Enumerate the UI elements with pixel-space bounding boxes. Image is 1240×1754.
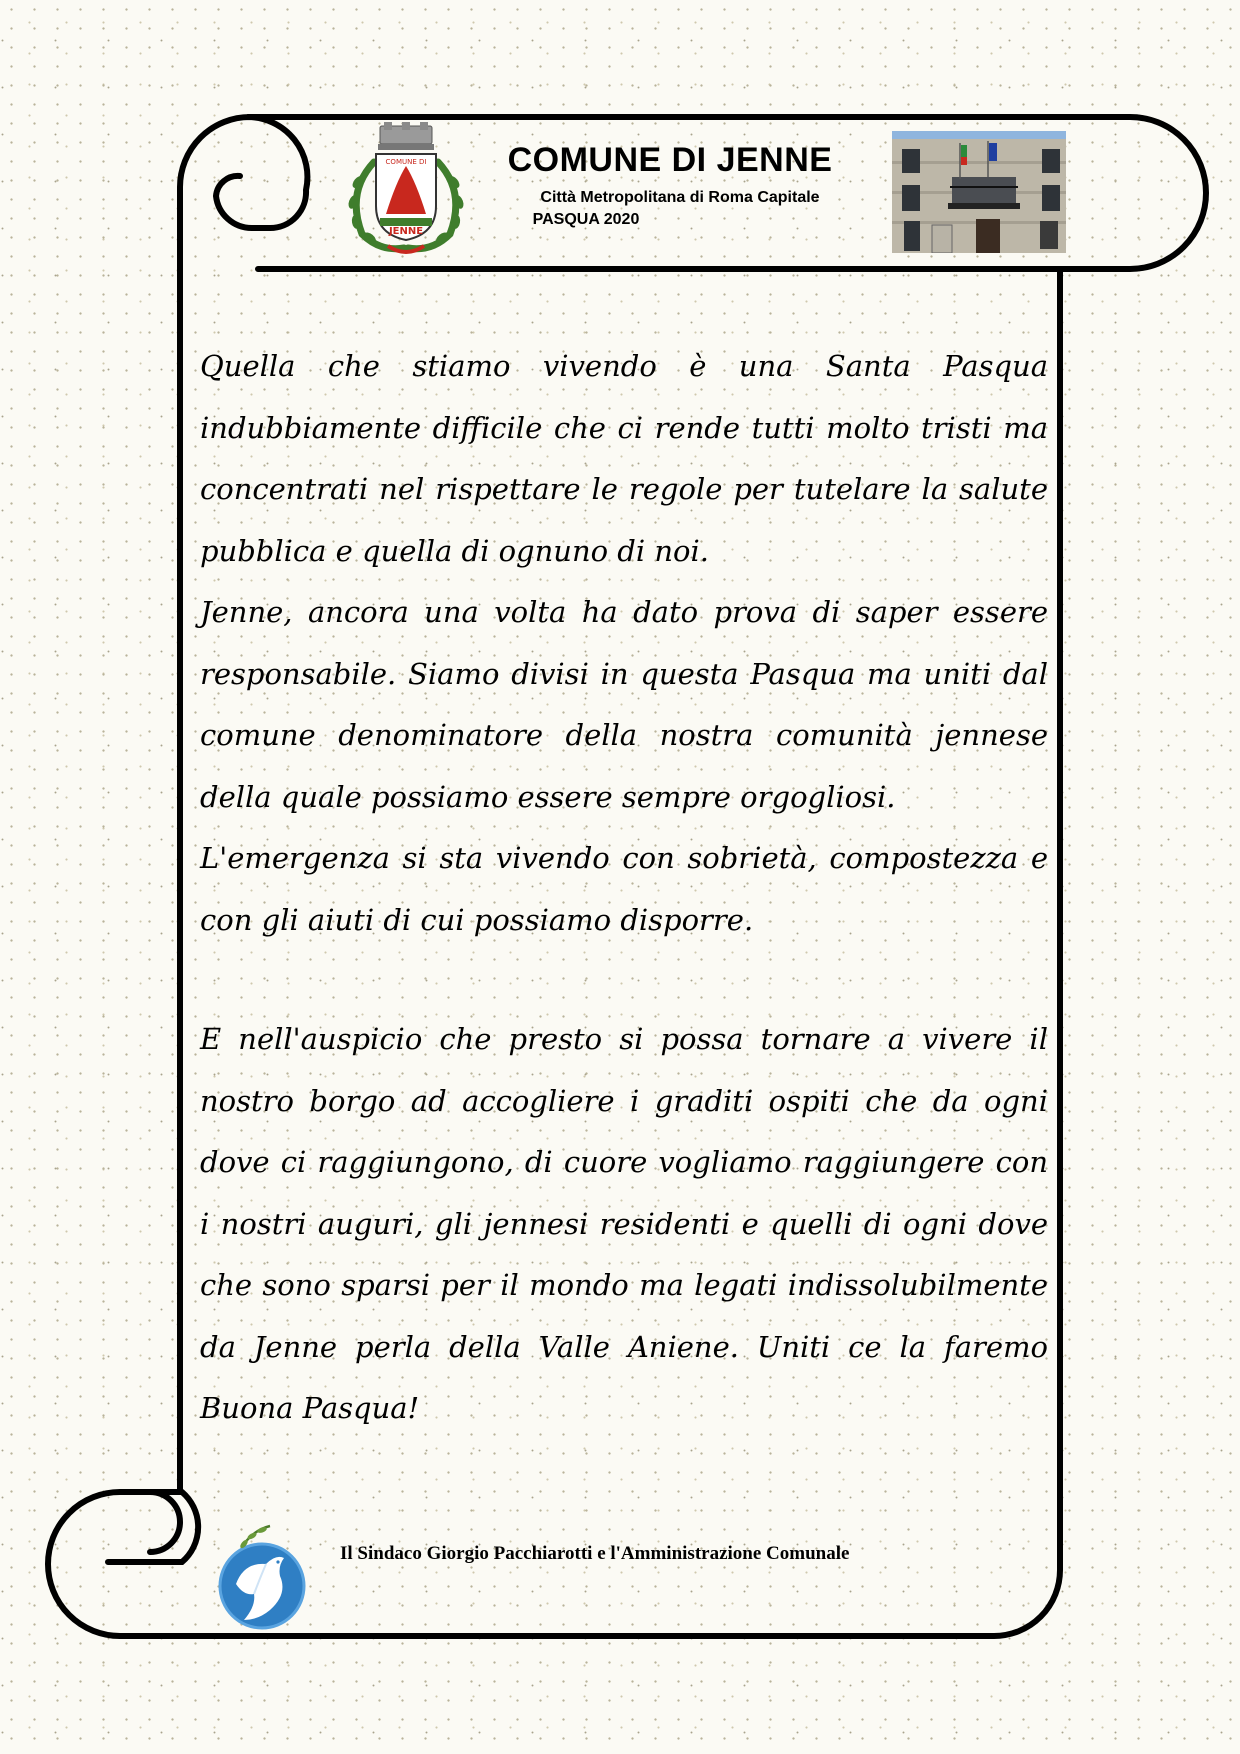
town-hall-photo <box>892 131 1066 253</box>
message-paragraph: E nell'auspicio che presto si possa tornare a vivere il nostro borgo ad accogliere i graditi ospiti che da ogni dove ci raggiungono, di cuore vogliamo raggiungere con i nostri auguri, gli jennesi residenti e quelli di ogni dove che sono sparsi per il mondo ma legati indissolubilmente da Jenne perla della Valle Aniene. Uniti ce la faremo Buona Pasqua! <box>200 1022 1048 1425</box>
dove-olive-branch-logo <box>214 1524 310 1636</box>
page-title: COMUNE DI JENNE <box>507 141 833 179</box>
scroll-bottom-curl <box>48 1492 198 1636</box>
signature: Il Sindaco Giorgio Pacchiarotti e l'Amministrazione Comunale <box>340 1543 850 1564</box>
message-paragraph: L'emergenza si sta vivendo con sobrietà, compostezza e con gli aiuti di cui possiamo disporre. <box>200 841 1048 937</box>
message-paragraph: Quella che stiamo vivendo è una Santa Pasqua indubbiamente difficile che ci rende tutti molto tristi ma concentrati nel rispettare le regole per tutelare la salute pubblica e quella di ognuno di noi. <box>200 349 1048 568</box>
message-paragraph: Jenne, ancora una volta ha dato prova di saper essere responsabile. Siamo divisi in questa Pasqua ma uniti dal comune denominatore della nostra comunità jennese della quale possiamo essere sempre orgogliosi. <box>200 595 1048 814</box>
header-subtitle-occasion: PASQUA 2020 <box>532 211 640 228</box>
header-subtitle-metro: Città Metropolitana di Roma Capitale <box>540 189 820 206</box>
coat-of-arms-logo <box>340 122 472 260</box>
easter-message <box>200 336 1048 1440</box>
paragraph-spacer <box>200 951 1048 1009</box>
svg-text:JENNE: JENNE <box>388 226 424 237</box>
svg-text:COMUNE DI: COMUNE DI <box>385 158 427 166</box>
scroll-top-curl <box>180 117 307 228</box>
